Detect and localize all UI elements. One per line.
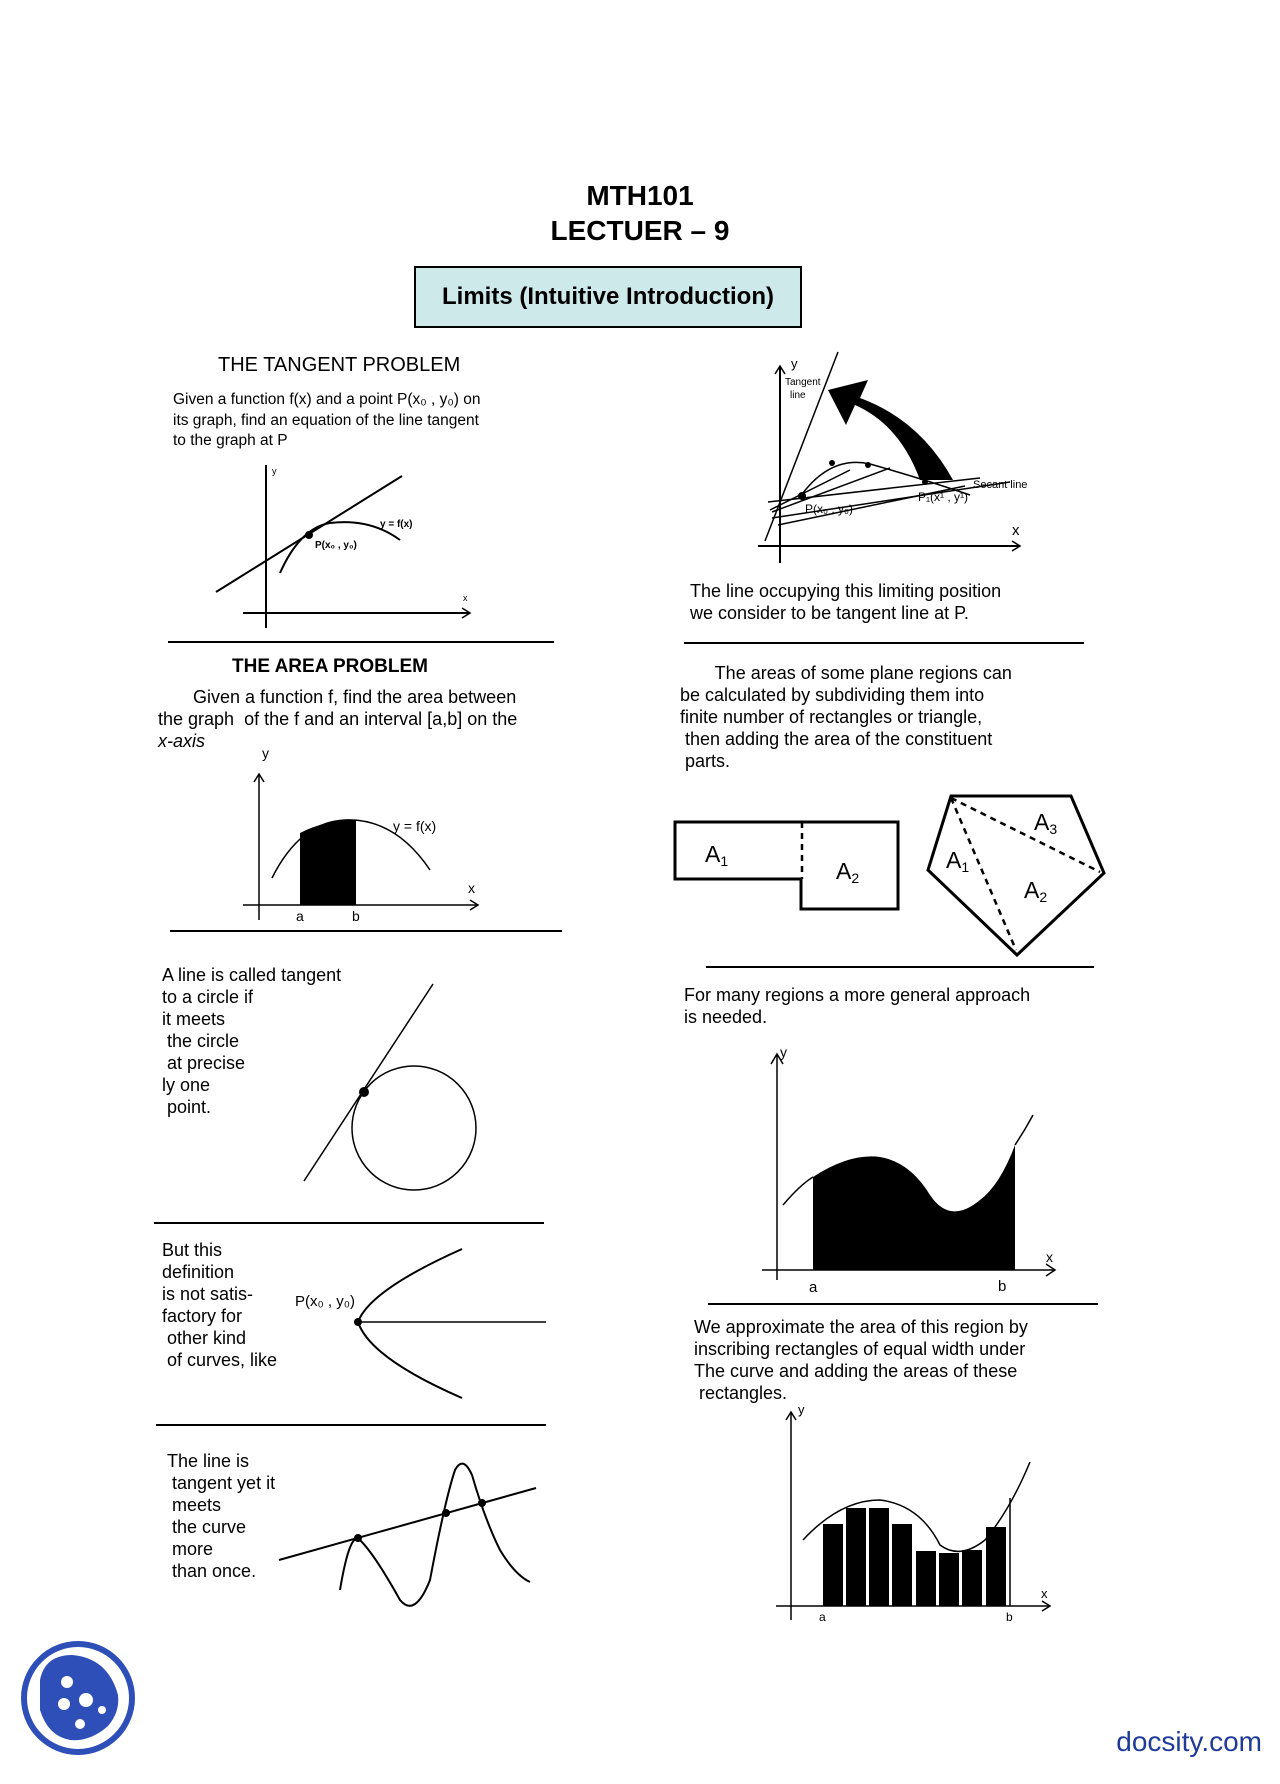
tangent-line-label-2: line: [790, 390, 806, 401]
area-fig-a-label: a: [296, 908, 304, 924]
area-problem-x-axis: x-axis: [158, 731, 206, 751]
area-fig-y-label: y: [262, 745, 269, 761]
secant-line-label: Secant line: [973, 479, 1028, 491]
approx-fig-a-label: a: [819, 1610, 826, 1624]
general-fig-y-label: y: [780, 1044, 787, 1060]
plane-regions-text: The areas of some plane regions can be calculated by subdividing them into finite number of rectangles or triangle, then adding the area of the constituent parts.: [680, 663, 1012, 771]
not-satisfactory-text: But this definition is not satis- factory for other kind of curves, like: [162, 1240, 278, 1370]
tangent-problem-text: Given a function f(x) and a point P(x₀ , y₀) on its graph, find an equation of the line tangent to the graph at P: [173, 391, 481, 449]
docsity-logo-icon: [20, 1640, 136, 1756]
rect-a2-label: A2: [836, 858, 860, 886]
general-fig-b-label: b: [998, 1278, 1007, 1295]
secant-p-label: P(x₀ , y₀): [805, 502, 853, 516]
area-fig-b-label: b: [352, 908, 360, 924]
topic-title: Limits (Intuitive Introduction): [442, 283, 774, 310]
tangent-multiple-text: The line is tangent yet it meets the curve more than once.: [167, 1451, 276, 1581]
lecture-number: LECTUER – 9: [550, 215, 730, 246]
tangent-fig-x-label: x: [463, 593, 468, 603]
secant-y-label: y: [791, 356, 798, 371]
tangent-line-label-1: Tangent: [785, 377, 821, 388]
course-code: MTH101: [586, 180, 694, 211]
circle-tangent-text: A line is called tangent to a circle if it meets the circle at precise ly one point.: [162, 965, 342, 1117]
area-fig-x-label: x: [468, 880, 475, 896]
approx-fig-x-label: x: [1041, 1586, 1048, 1601]
pentagon-a2-label: A2: [1024, 877, 1048, 905]
pentagon-a1-label: A1: [946, 847, 970, 875]
area-problem-heading: THE AREA PROBLEM: [232, 656, 428, 677]
tangent-problem-heading: THE TANGENT PROBLEM: [218, 354, 461, 376]
pentagon-a3-label: A3: [1034, 809, 1058, 837]
secant-x-label: x: [1012, 522, 1020, 539]
area-problem-text: Given a function f, find the area between the graph of the f and an interval [a,b] on the: [158, 687, 518, 729]
general-fig-x-label: x: [1046, 1249, 1053, 1265]
general-approach-text: For many regions a more general approach is needed.: [684, 985, 1031, 1027]
secant-p1-label: P₁(x¹ , y¹): [918, 490, 969, 504]
approximate-text: We approximate the area of this region by inscribing rectangles of equal width under The curve and adding the areas of these rectangles.: [694, 1317, 1028, 1403]
tangent-curve-label: y = f(x): [380, 519, 413, 530]
docsity-brand-link[interactable]: docsity.com: [1116, 1726, 1262, 1757]
tangent-fig-y-label: y: [272, 466, 277, 476]
approx-fig-b-label: b: [1006, 1610, 1013, 1624]
not-satisfactory-point-label: P(x₀ , y₀): [295, 1293, 355, 1310]
secant-caption: The line occupying this limiting position we consider to be tangent line at P.: [690, 581, 1002, 623]
area-fig-curve-label: y = f(x): [393, 818, 437, 834]
tangent-point-label: P(x₀ , y₀): [315, 540, 357, 551]
rect-a1-label: A1: [705, 841, 729, 869]
general-fig-a-label: a: [809, 1279, 818, 1296]
approx-fig-y-label: y: [798, 1402, 805, 1417]
